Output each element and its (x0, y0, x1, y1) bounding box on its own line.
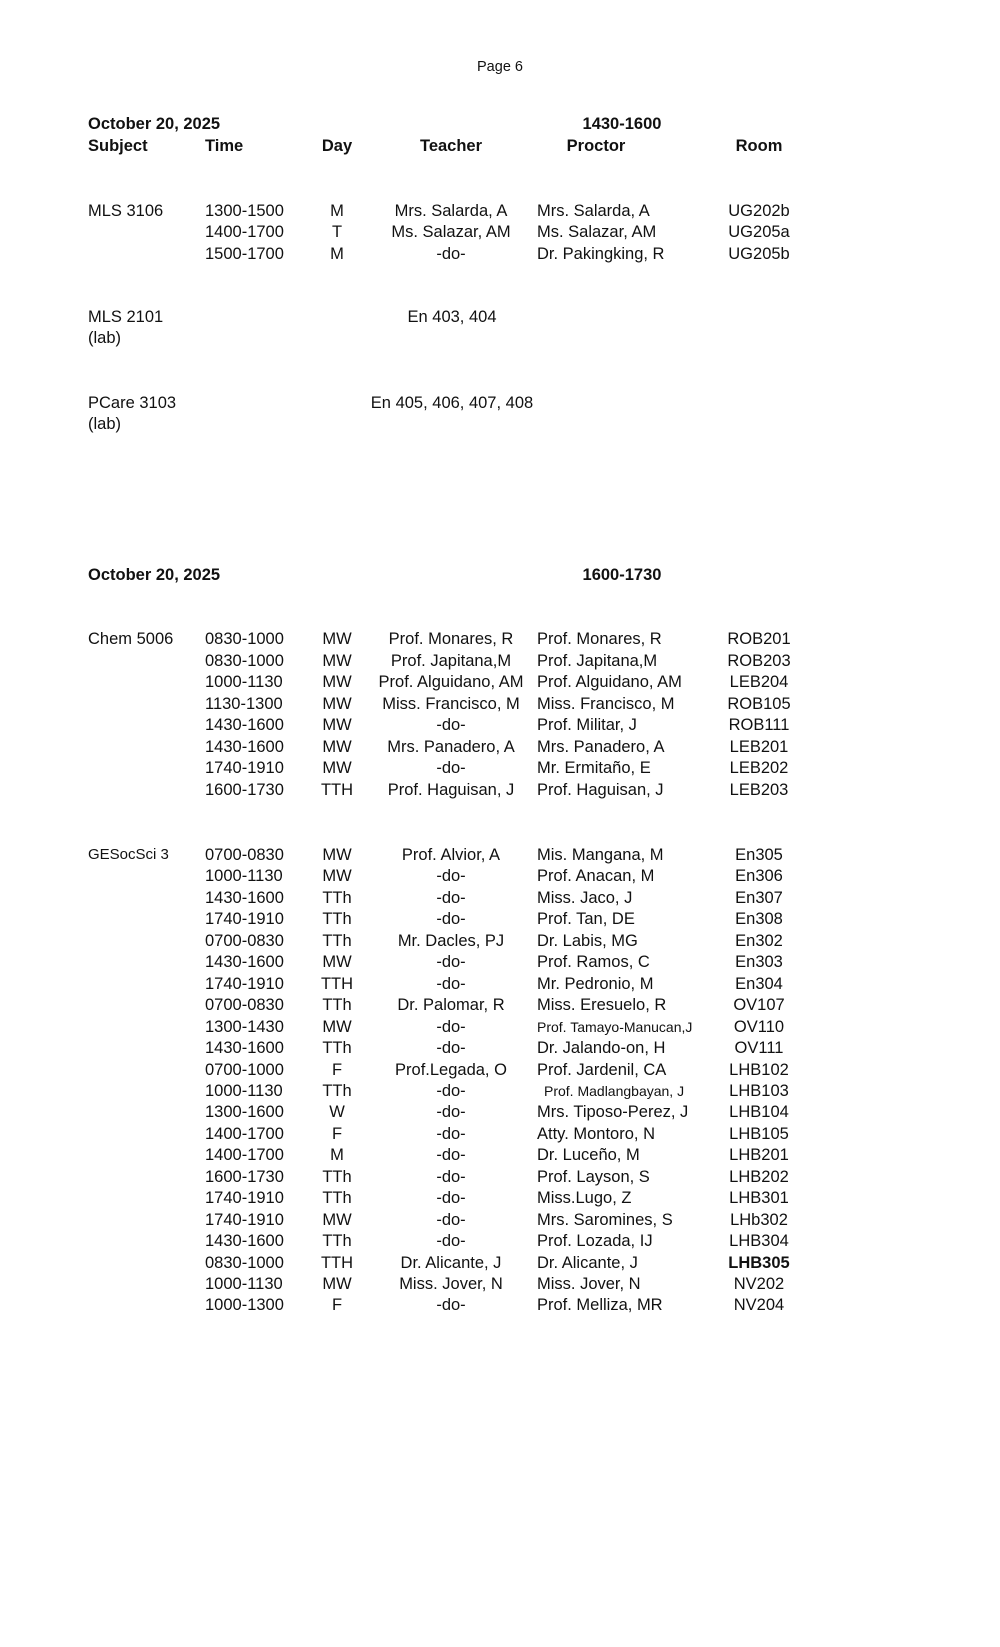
cell-teacher: Miss. Jover, N (399, 1275, 503, 1293)
cell-room: LHB301 (729, 1189, 789, 1207)
cell-time: 1300-1600 (205, 1103, 284, 1121)
cell-time: 0700-0830 (205, 996, 284, 1014)
cell-day: MW (322, 630, 352, 648)
cell-room: ROB111 (728, 716, 790, 734)
cell-day: W (329, 1103, 345, 1121)
cell-day: TTh (322, 889, 352, 907)
cell-teacher: Dr. Palomar, R (397, 996, 505, 1014)
cell-day: MW (322, 673, 352, 691)
cell-teacher: Prof. Japitana,M (390, 652, 512, 670)
cell-time: 1000-1130 (205, 1082, 283, 1100)
cell-proctor: Mis. Mangana, M (537, 846, 664, 864)
cell-proctor: Dr. Jalando-on, H (537, 1039, 666, 1057)
section-date: October 20, 2025 (88, 566, 221, 584)
cell-proctor: Prof. Monares, R (537, 630, 662, 648)
cell-teacher: -do- (436, 1018, 466, 1036)
cell-room: UG202b (728, 202, 790, 220)
cell-room: LHB105 (729, 1125, 789, 1143)
cell-room: NV202 (733, 1275, 785, 1293)
cell-proctor: Ms. Salazar, AM (537, 223, 657, 241)
header-day: Day (321, 137, 353, 155)
cell-time: 0830-1000 (205, 630, 284, 648)
cell-teacher: -do- (436, 953, 466, 971)
cell-proctor: Dr. Alicante, J (537, 1254, 638, 1272)
cell-day: TTH (320, 1254, 354, 1272)
cell-teacher: -do- (436, 867, 466, 885)
cell-teacher: -do- (436, 1103, 466, 1121)
cell-teacher: -do- (436, 1189, 466, 1207)
cell-room: LHB305 (728, 1254, 790, 1272)
cell-proctor: Prof. Tan, DE (537, 910, 635, 928)
cell-proctor: Miss. Jaco, J (537, 889, 633, 907)
cell-day: TTh (322, 932, 352, 950)
cell-proctor: Prof. Ramos, C (537, 953, 650, 971)
cell-room: En304 (735, 975, 783, 993)
cell-time: 0830-1000 (205, 1254, 284, 1272)
section-time-slot: 1430-1600 (582, 115, 662, 133)
cell-day: TTh (322, 1168, 352, 1186)
cell-proctor: Miss.Lugo, Z (537, 1189, 632, 1207)
lab-rooms: En 405, 406, 407, 408 (370, 394, 534, 412)
cell-day: M (330, 202, 344, 220)
cell-day: TTH (320, 781, 354, 799)
cell-room: LHB104 (729, 1103, 789, 1121)
header-subject: Subject (88, 137, 148, 155)
cell-teacher: Dr. Alicante, J (400, 1254, 502, 1272)
cell-proctor: Dr. Labis, MG (537, 932, 638, 950)
subject-label: MLS 2101 (88, 308, 164, 326)
lab-rooms: En 403, 404 (407, 308, 497, 326)
cell-proctor: Prof. Tamayo-Manucan,J (537, 1019, 693, 1035)
cell-room: OV107 (733, 996, 785, 1014)
cell-time: 0700-0830 (205, 932, 284, 950)
cell-day: TTH (320, 975, 354, 993)
cell-time: 1000-1130 (205, 673, 283, 691)
cell-time: 1130-1300 (205, 695, 283, 713)
cell-day: MW (322, 738, 352, 756)
cell-day: MW (322, 846, 352, 864)
cell-teacher: -do- (436, 716, 466, 734)
cell-teacher: -do- (436, 1296, 466, 1314)
cell-room: LHb302 (730, 1211, 788, 1229)
cell-day: TTh (322, 910, 352, 928)
cell-proctor: Mr. Pedronio, M (537, 975, 654, 993)
cell-proctor: Prof. Lozada, IJ (537, 1232, 653, 1250)
cell-proctor: Miss. Jover, N (537, 1275, 641, 1293)
cell-room: NV204 (733, 1296, 785, 1314)
cell-day: MW (322, 867, 352, 885)
cell-proctor: Prof. Alguidano, AM (537, 673, 682, 691)
cell-day: TTh (322, 1189, 352, 1207)
cell-day: F (331, 1296, 343, 1314)
cell-time: 1300-1430 (205, 1018, 284, 1036)
page-number: Page 6 (477, 59, 523, 75)
cell-time: 1000-1300 (205, 1296, 284, 1314)
cell-teacher: -do- (436, 1125, 466, 1143)
cell-proctor: Miss. Eresuelo, R (537, 996, 667, 1014)
cell-proctor: Prof. Japitana,M (537, 652, 658, 670)
cell-room: LEB203 (729, 781, 789, 799)
cell-proctor: Atty. Montoro, N (537, 1125, 655, 1143)
header-room: Room (735, 137, 783, 155)
cell-time: 1430-1600 (205, 716, 284, 734)
cell-time: 1430-1600 (205, 953, 284, 971)
cell-room: En302 (735, 932, 783, 950)
cell-teacher: Prof.Legada, O (395, 1061, 507, 1079)
cell-time: 1400-1700 (205, 223, 284, 241)
cell-room: LHB103 (729, 1082, 789, 1100)
cell-time: 1400-1700 (205, 1125, 284, 1143)
cell-proctor: Prof. Haguisan, J (537, 781, 664, 799)
cell-proctor: Mrs. Saromines, S (537, 1211, 673, 1229)
cell-teacher: -do- (436, 1168, 466, 1186)
cell-day: T (331, 223, 343, 241)
cell-proctor: Mrs. Tiposo-Perez, J (537, 1103, 689, 1121)
cell-proctor: Prof. Militar, J (537, 716, 637, 734)
cell-day: M (330, 245, 344, 263)
cell-day: MW (322, 695, 352, 713)
cell-teacher: -do- (436, 1146, 466, 1164)
cell-time: 1000-1130 (205, 1275, 283, 1293)
cell-time: 1000-1130 (205, 867, 283, 885)
cell-room: LHB202 (729, 1168, 789, 1186)
cell-day: TTh (322, 1039, 352, 1057)
cell-proctor: Mrs. Salarda, A (537, 202, 650, 220)
cell-time: 1430-1600 (205, 889, 284, 907)
cell-day: MW (322, 1211, 352, 1229)
subject-label: GESocSci 3 (88, 846, 169, 863)
cell-teacher: -do- (436, 245, 466, 263)
subject-label: MLS 3106 (88, 202, 164, 220)
cell-teacher: Prof. Monares, R (388, 630, 514, 648)
header-teacher: Teacher (419, 137, 483, 155)
cell-room: En308 (735, 910, 783, 928)
cell-proctor: Prof. Melliza, MR (537, 1296, 663, 1314)
cell-room: LHB304 (729, 1232, 789, 1250)
cell-room: LHB201 (729, 1146, 789, 1164)
cell-teacher: Mrs. Panadero, A (387, 738, 515, 756)
cell-proctor: Miss. Francisco, M (537, 695, 675, 713)
cell-time: 1740-1910 (205, 1211, 284, 1229)
cell-day: TTh (322, 996, 352, 1014)
cell-room: LEB202 (729, 759, 789, 777)
cell-room: LHB102 (729, 1061, 789, 1079)
cell-room: OV110 (733, 1018, 785, 1036)
cell-day: M (330, 1146, 344, 1164)
cell-time: 1430-1600 (205, 738, 284, 756)
cell-time: 1500-1700 (205, 245, 284, 263)
cell-day: F (331, 1061, 343, 1079)
cell-day: TTh (322, 1232, 352, 1250)
cell-room: UG205a (728, 223, 790, 241)
cell-room: ROB203 (727, 652, 791, 670)
cell-teacher: -do- (436, 1232, 466, 1250)
cell-time: 1740-1910 (205, 1189, 284, 1207)
cell-time: 1400-1700 (205, 1146, 284, 1164)
cell-time: 1740-1910 (205, 759, 284, 777)
cell-room: ROB201 (727, 630, 791, 648)
cell-day: MW (322, 759, 352, 777)
cell-teacher: Mrs. Salarda, A (394, 202, 508, 220)
cell-teacher: -do- (436, 1039, 466, 1057)
cell-proctor: Prof. Anacan, M (537, 867, 655, 885)
cell-time: 0830-1000 (205, 652, 284, 670)
cell-teacher: Prof. Alguidano, AM (378, 673, 524, 691)
cell-room: ROB105 (727, 695, 791, 713)
subject-note: (lab) (88, 329, 122, 347)
cell-day: MW (322, 716, 352, 734)
cell-time: 0700-1000 (205, 1061, 284, 1079)
cell-time: 1430-1600 (205, 1232, 284, 1250)
cell-teacher: -do- (436, 759, 466, 777)
cell-teacher: Mr. Dacles, PJ (397, 932, 505, 950)
cell-proctor: Prof. Layson, S (537, 1168, 650, 1186)
subject-label: Chem 5006 (88, 630, 174, 648)
cell-proctor: Dr. Pakingking, R (537, 245, 665, 263)
cell-teacher: Prof. Haguisan, J (387, 781, 515, 799)
cell-time: 1430-1600 (205, 1039, 284, 1057)
cell-teacher: -do- (436, 1211, 466, 1229)
cell-teacher: Prof. Alvior, A (401, 846, 501, 864)
cell-room: LEB201 (729, 738, 789, 756)
cell-day: MW (322, 652, 352, 670)
cell-room: En306 (735, 867, 783, 885)
header-proctor: Proctor (566, 137, 626, 155)
cell-room: LEB204 (729, 673, 789, 691)
cell-day: MW (322, 1018, 352, 1036)
cell-proctor: Mr. Ermitaño, E (537, 759, 651, 777)
cell-proctor: Dr. Luceño, M (537, 1146, 640, 1164)
cell-teacher: -do- (436, 889, 466, 907)
cell-room: En307 (735, 889, 783, 907)
cell-teacher: Ms. Salazar, AM (391, 223, 511, 241)
cell-day: MW (322, 953, 352, 971)
cell-room: UG205b (728, 245, 790, 263)
header-time: Time (205, 137, 244, 155)
cell-room: En303 (735, 953, 783, 971)
section-date: October 20, 2025 (88, 115, 221, 133)
cell-time: 1740-1910 (205, 975, 284, 993)
cell-proctor: Mrs. Panadero, A (537, 738, 665, 756)
cell-time: 0700-0830 (205, 846, 284, 864)
section-time-slot: 1600-1730 (582, 566, 662, 584)
cell-day: MW (322, 1275, 352, 1293)
cell-teacher: -do- (436, 910, 466, 928)
cell-day: TTh (322, 1082, 352, 1100)
cell-teacher: Miss. Francisco, M (382, 695, 520, 713)
cell-time: 1740-1910 (205, 910, 284, 928)
subject-label: PCare 3103 (88, 394, 177, 412)
cell-day: F (331, 1125, 343, 1143)
cell-proctor: Prof. Jardenil, CA (537, 1061, 667, 1079)
cell-time: 1600-1730 (205, 1168, 284, 1186)
cell-teacher: -do- (436, 975, 466, 993)
cell-time: 1300-1500 (205, 202, 284, 220)
subject-note: (lab) (88, 415, 122, 433)
cell-room: OV111 (734, 1039, 784, 1057)
cell-teacher: -do- (436, 1082, 466, 1100)
cell-room: En305 (735, 846, 783, 864)
cell-time: 1600-1730 (205, 781, 284, 799)
cell-proctor: Prof. Madlangbayan, J (544, 1083, 685, 1099)
